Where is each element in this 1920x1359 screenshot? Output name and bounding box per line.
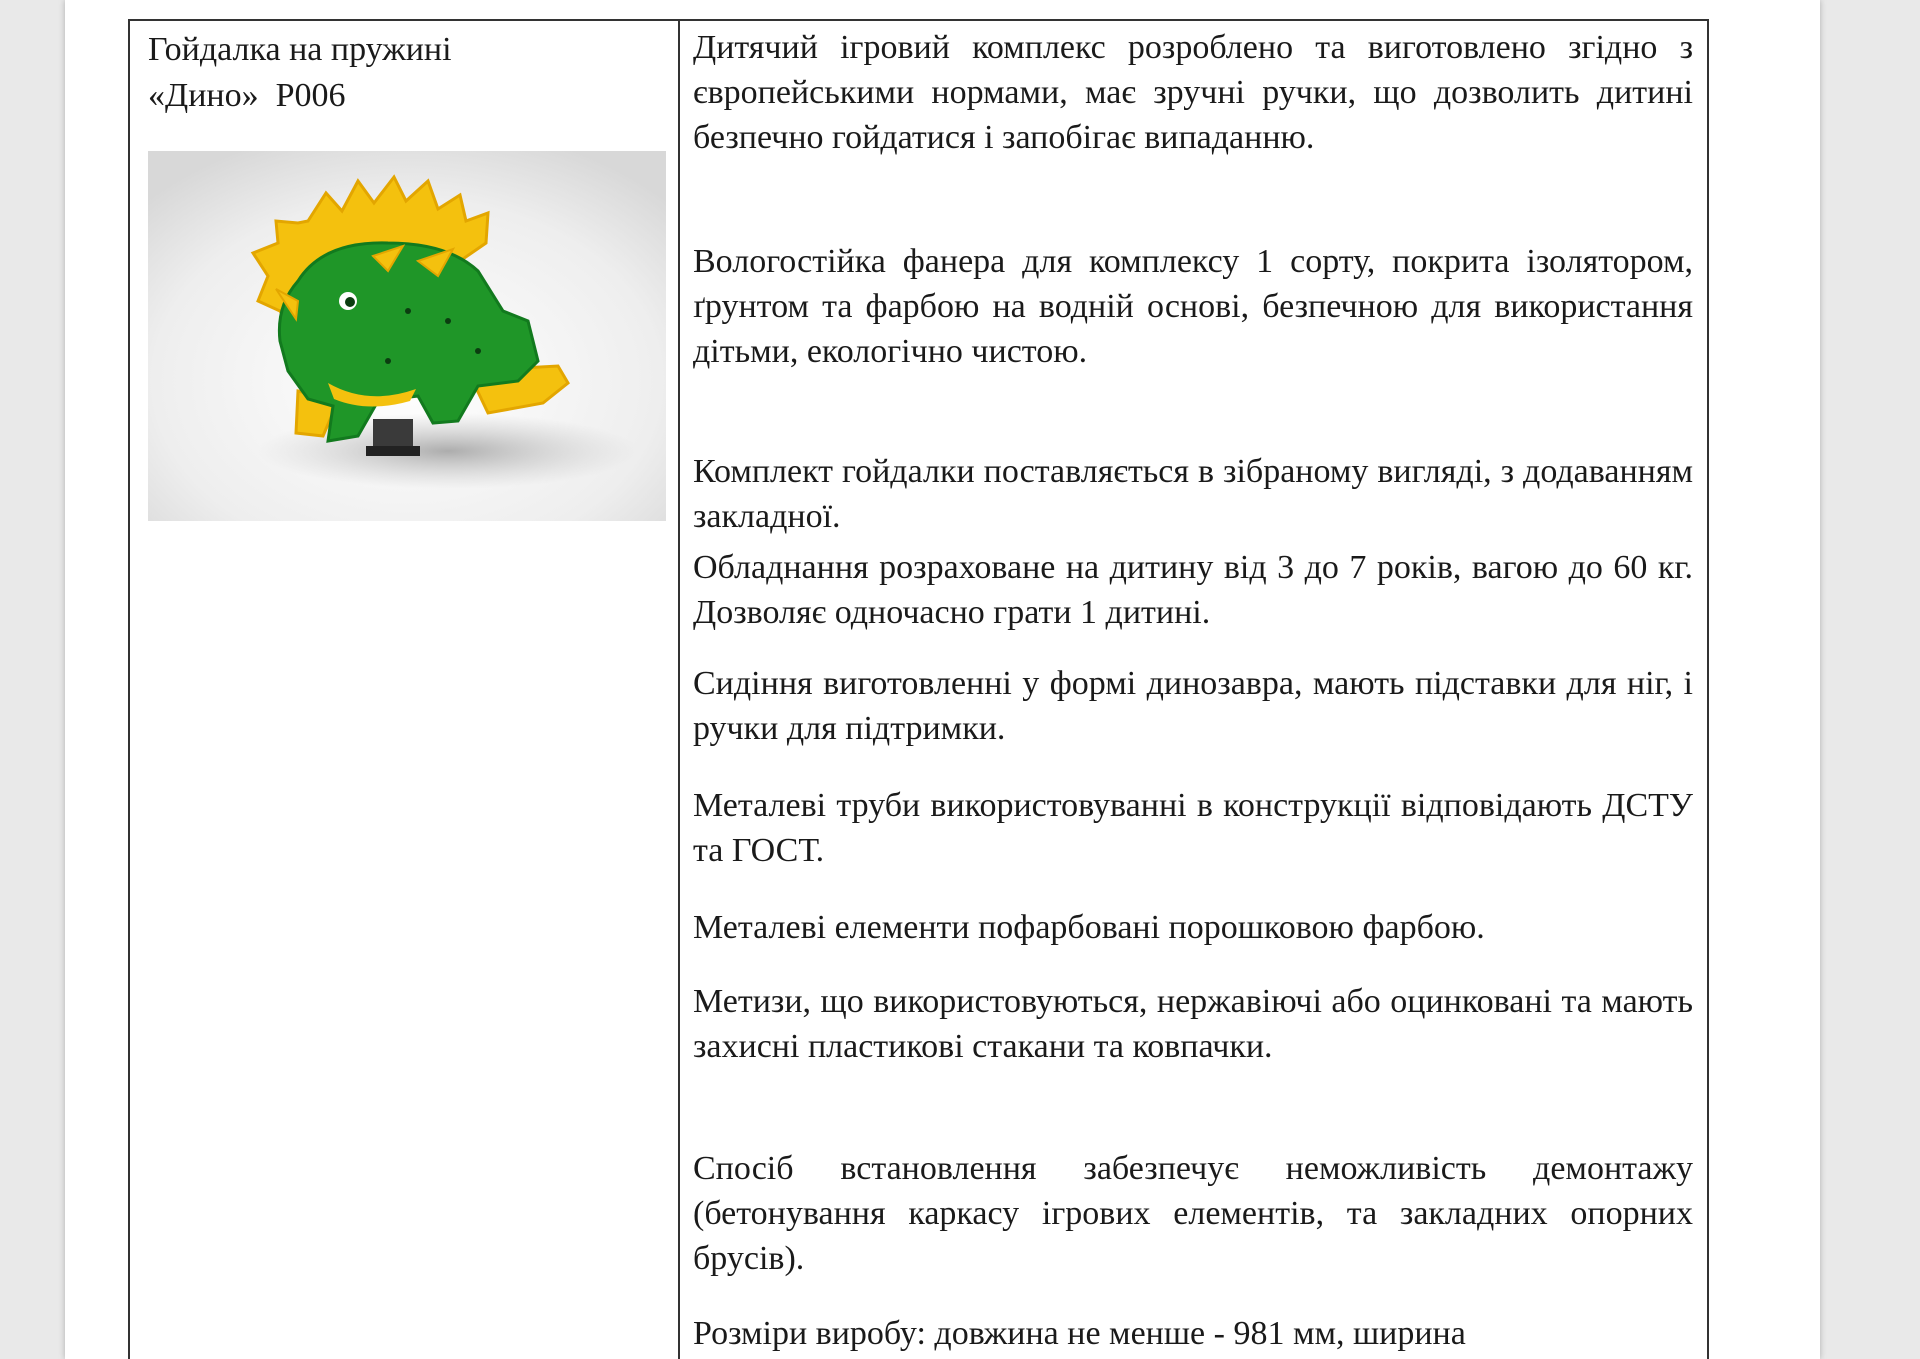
description-paragraph-1: Дитячий ігровий комплекс розроблено та виготовлено згідно з європейськими нормами, має зручні ручки, що дозволить дитині безпечно гойдатися і запобігає випаданню. [693,29,1693,156]
description-paragraph-4: Обладнання розраховане на дитину від 3 до 7 років, вагою до 60 кг. Дозволяє одночасно грати 1 дитині. [693,549,1693,631]
description-paragraph-5: Сидіння виготовленні у формі динозавра, мають підставки для ніг, і ручки для підтримки. [693,665,1693,747]
product-table [128,19,1709,1359]
description-cell [693,21,1696,1359]
product-cell [130,21,678,1359]
description-paragraph-6: Металеві труби використовуванні в конструкції відповідають ДСТУ та ГОСТ. [693,787,1693,869]
description-paragraph-2: Вологостійка фанера для комплексу 1 сорту, покрита ізолятором, ґрунтом та фарбою на водній основі, безпечною для використання дітьми, екологічно чистою. [693,243,1693,370]
column-divider [678,21,680,1359]
product-title [148,27,648,119]
description-paragraph-7: Металеві елементи пофарбовані порошковою фарбою. [693,909,1485,946]
product-title-line2: «Дино» Р006 [148,77,346,114]
description-paragraph-8: Метизи, що використовуються, нержавіючі або оцинковані та мають захисні пластикові стакани та ковпачки. [693,983,1693,1065]
product-title-line1: Гойдалка на пружині [148,31,452,68]
description-paragraph-9: Спосіб встановлення забезпечує неможливість демонтажу (бетонування каркасу ігрових елементів, та закладних опорних брусів). [693,1150,1693,1277]
document-page [65,0,1820,1359]
description-paragraph-10: Розміри виробу: довжина не менше - 981 мм, ширина [693,1315,1466,1352]
description-paragraph-3: Комплект гойдалки поставляється в зібраному вигляді, з додаванням закладної. [693,453,1693,535]
dino-spring-rocker-image [148,151,666,521]
